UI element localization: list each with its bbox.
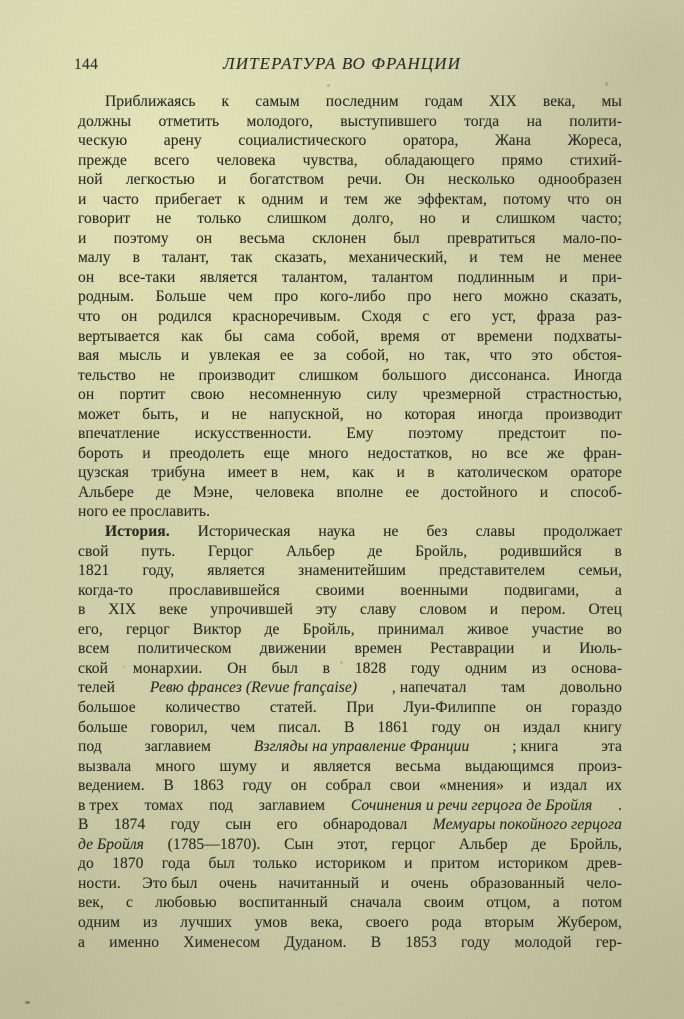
text-line: может быть, и не напускной, но которая иногда производит (78, 405, 622, 423)
text-line: свой путь. Герцог Альбер де Бройль, родившийся в (78, 542, 622, 560)
text-line: век, с любовью воспитанный сначала своим отцом, а потом (78, 894, 622, 912)
text-line: всем политическом движении времен Реставрации и Июль- (78, 640, 622, 658)
text-line: и часто прибегает к одним и тем же эффектам, потому что он (78, 190, 622, 208)
running-head (74, 54, 622, 78)
text-line: впечатление искусственности. Ему поэтому предстоит по- (78, 425, 622, 443)
text-line: он портит свою несомненную силу чрезмерной страстностью, (78, 386, 622, 404)
text-line: одним из лучших умов века, своего рода вторым Жубером, (78, 913, 622, 931)
text-line: он все-таки является талантом, талантом подлинным и при- (78, 268, 622, 286)
text-line: цузская трибуна имеет в нем, как и в католическом ораторе (78, 464, 622, 482)
text-line: бороть и преодолеть еще много недостатков, но все же фран- (78, 444, 622, 462)
italic-title: Сочинения и речи герцога де Бройля (350, 796, 593, 814)
text-line: когда-то прославившейся своими военными подвигами, а (78, 581, 622, 599)
text-line: под заглавием Взгляды на управление Франции ; книга эта (78, 738, 622, 756)
italic-title: Взгляды на управление Франции (253, 738, 470, 756)
text-line: вая мысль и увлекая ее за собой, но так, что это обстоя- (78, 347, 622, 365)
text-line: вызвала много шуму и является весьма выдающимся произ- (78, 757, 622, 775)
page-number: 144 (74, 56, 99, 73)
text-line: 1821 году, является знаменитейшим представителем семьи, (78, 562, 622, 580)
text-line: большое количество статей. При Луи-Филиппе он гораздо (78, 698, 622, 716)
text-line: больше говорил, чем писал. В 1861 году он издал книгу (78, 718, 622, 736)
text-line: ской монархии. Он был в 1828 году одним из основа- (78, 659, 622, 677)
running-title: ЛИТЕРАТУРА ВО ФРАНЦИИ (223, 54, 462, 73)
text-line: в трех томах под заглавием Сочинения и речи герцога де Бройля . (78, 796, 622, 814)
text-line: ведением. В 1863 году он собрал свои «мнения» и издал их (78, 777, 622, 795)
text-line: ной легкостью и богатством речи. Он несколько однообразен (78, 171, 622, 189)
paragraph-lead-in-bold: История. (105, 523, 170, 541)
text-line: История. Историческая наука не без славы продолжает (105, 523, 622, 541)
text-line: прежде всего человека чувства, обладающего прямо стихий- (78, 151, 622, 169)
text-line: до 1870 года был только историком и притом историком древ- (78, 855, 622, 873)
text-line: родным. Больше чем про кого-либо про него можно сказать, (78, 288, 622, 306)
text-line: ческую арену социалистического оратора, Жана Жореса, (78, 132, 622, 150)
italic-title: де Бройля (78, 835, 144, 853)
text-line: говорит не только слишком долго, но и слишком часто; (78, 210, 622, 228)
paper-speck (605, 82, 608, 86)
paper-speck (327, 84, 330, 87)
text-line: тельство не производит слишком большого диссонанса. Иногда (78, 366, 622, 384)
paragraph-1 (78, 92, 622, 522)
text-line: В 1874 году сын его обнародовал Мемуары покойного герцога (78, 816, 622, 834)
italic-title: Мемуары покойного герцога (432, 816, 622, 834)
text-line: вертывается как бы сама собой, время от времени подхваты- (78, 327, 622, 345)
text-line: что он родился красноречивым. Сходя с его уст, фраза раз- (78, 308, 622, 326)
italic-title: Ревю франсез (Revue française) (149, 679, 358, 697)
text-line: телей Ревю франсез (Revue française) , напечатал там довольно (78, 679, 622, 697)
paragraph-2-history (78, 522, 622, 952)
paper-speck (25, 1001, 30, 1004)
text-line: в XIX веке упрочившей эту славу словом и пером. Отец (78, 601, 622, 619)
text-line: должны отметить молодого, выступившего тогда на полити- (78, 112, 622, 130)
text-line: ности. Это был очень начитанный и очень образованный чело- (78, 874, 622, 892)
page-text-body (78, 92, 622, 952)
text-line: и поэтому он весьма склонен был превратиться мало-по- (78, 229, 622, 247)
text-line: Альбере де Мэне, человека вполне ее достойного и способ- (78, 483, 622, 501)
text-line: а именно Хименесом Дуданом. В 1853 году молодой гер- (78, 933, 622, 951)
text-line: де Бройля (1785—1870). Сын этот, герцог Альбер де Бройль, (78, 835, 622, 853)
text-line: его, герцог Виктор де Бройль, принимал живое участие во (78, 620, 622, 638)
text-line: малу в талант, так сказать, механический, и тем не менее (78, 249, 622, 267)
text-line: Приближаясь к самым последним годам XIX века, мы (105, 93, 622, 110)
text-line: ного ее прославить. (78, 503, 211, 521)
